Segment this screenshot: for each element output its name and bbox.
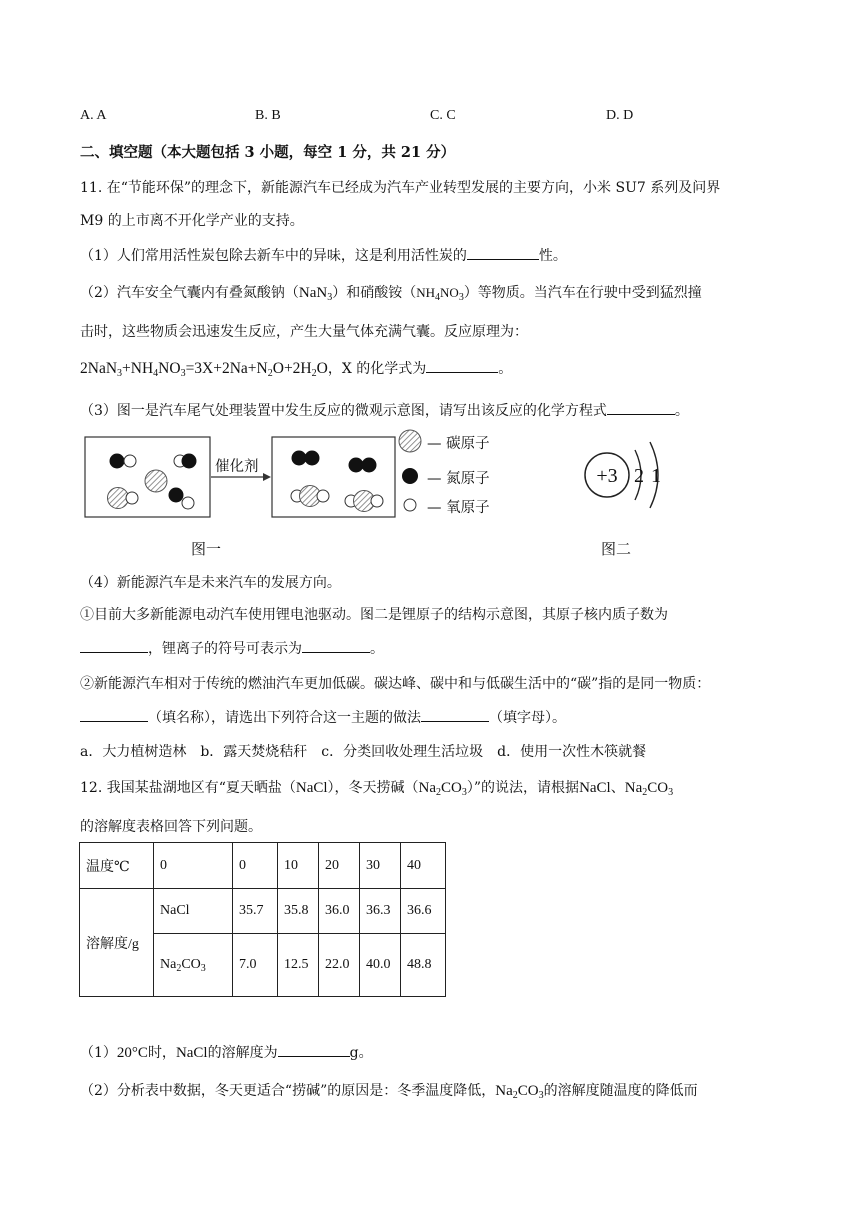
row-name-nacl: NaCl [154, 889, 233, 934]
q11-part4-2-line2 [80, 707, 566, 727]
q11-part4-1-line2 [80, 638, 384, 658]
q11-stem-line1: 11. 在“节能环保”的理念下，新能源汽车已经成为汽车产业转型发展的主要方向，小米 SU7 系列及问界 [80, 180, 721, 196]
legend-oxygen: — 氧原子 [427, 500, 490, 516]
table-cell: 30 [360, 843, 401, 889]
table-cell: 10 [278, 843, 319, 889]
temperature-value: 20°C [116, 1045, 148, 1061]
option-c: C. C [430, 108, 456, 123]
q11-equation-line [80, 358, 512, 378]
q11-part4-2-mid: （填名称），请选出下列符合这一主题的做法 [148, 710, 421, 726]
answer-blank[interactable] [302, 652, 370, 653]
q11-part2-line2: 击时，这些物质会迅速发生反应，产生大量气体充满气囊。反应原理为： [80, 324, 528, 340]
arrow-head [263, 473, 271, 481]
header-solubility-label: 溶解度/g [80, 889, 154, 997]
answer-blank[interactable] [278, 1056, 350, 1057]
table-cell: 36.0 [319, 889, 360, 934]
q12-stem-line1 [80, 777, 673, 797]
q11-part4-2-line1: ②新能源汽车相对于传统的燃油汽车更加低碳。碳达峰、碳中和与低碳生活中的“碳”指的是同一物质： [80, 676, 711, 692]
answer-blank[interactable] [421, 721, 489, 722]
legend-carbon-marker [399, 430, 421, 452]
table-cell: 12.5 [278, 934, 319, 997]
table-cell: 0 [154, 843, 233, 889]
q11-part3-text: （3）图一是汽车尾气处理装置中发生反应的微观示意图，请写出该反应的化学方程式 [80, 403, 607, 419]
q11-part2-text-b: ）和硝酸铵（ [332, 285, 417, 301]
table-cell: 36.3 [360, 889, 401, 934]
oxygen-atom [371, 495, 383, 507]
oxygen-atom [317, 490, 329, 502]
q12-part2-a: （2）分析表中数据，冬天更适合“捞碱”的原因是：冬季温度降低， [80, 1083, 496, 1099]
outer-shell-electrons: 1 [651, 465, 661, 487]
figure-1-caption: 图一 [191, 540, 222, 558]
formula-nacl: NaCl [579, 780, 611, 796]
nitrogen-atom [362, 458, 377, 473]
table-cell: 22.0 [319, 934, 360, 997]
equation-end: 。 [498, 361, 513, 377]
q11-part2-line1 [80, 282, 702, 302]
legend-nitrogen-marker [402, 468, 418, 484]
table-row [80, 889, 446, 934]
legend-oxygen-marker [404, 499, 416, 511]
q11-part1-text: （1）人们常用活性炭包除去新车中的异味，这是利用活性炭的 [80, 248, 467, 264]
equation-question: ，X 的化学式为 [327, 361, 427, 377]
formula-na2co3: $Na_2CO_3$ [624, 780, 674, 798]
formula-na2co3: $Na_2CO_3$ [495, 1083, 544, 1101]
q12-stem-line2: 的溶解度表格回答下列问题。 [80, 819, 262, 835]
option-b: B. B [255, 108, 281, 123]
table-cell: 36.6 [401, 889, 446, 934]
oxygen-atom [124, 455, 136, 467]
nitrogen-atom [110, 454, 125, 469]
q12-part1-end: g。 [349, 1045, 373, 1061]
option-d: D. D [606, 108, 634, 123]
answer-blank[interactable] [426, 372, 498, 373]
q12-stem-c: ）”的说法，请根据 [466, 780, 580, 796]
table-cell: 0 [233, 843, 278, 889]
option-a: A. A [80, 108, 107, 123]
q12-stem-sep: 、 [610, 780, 625, 796]
figure-2-diagram [580, 432, 670, 512]
q11-part4: （4）新能源汽车是未来汽车的发展方向。 [80, 575, 341, 591]
q11-part4-1-line1: ①目前大多新能源电动汽车使用锂电池驱动。图二是锂原子的结构示意图，其原子核内质子数为 [80, 607, 668, 623]
table-cell: 48.8 [401, 934, 446, 997]
section-title: 二、填空题（本大题包括 3 小题，每空 1 分，共 21 分） [80, 144, 456, 161]
oxygen-atom [182, 497, 194, 509]
q11-part4-1-mid: ，锂离子的符号可表示为 [148, 641, 302, 657]
answer-blank[interactable] [80, 721, 148, 722]
q12-part1 [80, 1042, 373, 1062]
q12-part1-c: 的溶解度为 [207, 1045, 278, 1061]
q11-part3 [80, 400, 689, 420]
table-row [80, 843, 446, 889]
nitrogen-atom [349, 458, 364, 473]
q12-part1-num: （1） [80, 1045, 117, 1061]
header-temp-label: 温度℃ [80, 843, 154, 889]
inner-shell-electrons: 2 [634, 465, 644, 487]
q12-part2-b: 的溶解度随温度的降低而 [543, 1083, 698, 1099]
q11-part4-1-end: 。 [370, 641, 384, 657]
q11-part2-text-a: （2）汽车安全气囊内有叠氮酸钠（ [80, 285, 299, 301]
formula-nan3: NaN$_3$ [298, 285, 333, 303]
q11-part2-text-c: ）等物质。当汽车在行驶中受到猛烈撞 [463, 285, 702, 301]
nitrogen-atom [305, 451, 320, 466]
legend-carbon: — 碳原子 [427, 436, 490, 452]
figure-2-caption: 图二 [601, 540, 632, 558]
carbon-atom [108, 488, 129, 509]
q12-part1-b: 时， [147, 1045, 176, 1061]
q12-part2 [80, 1080, 698, 1100]
q11-part4-2-end: （填字母）。 [489, 710, 566, 726]
formula-nh4no3: $NH_4NO_3$ [416, 285, 464, 303]
q12-stem-a: 12. 我国某盐湖地区有“夏天晒盐（ [80, 780, 296, 796]
catalyst-label: 催化剂 [215, 459, 259, 475]
answer-blank[interactable] [467, 259, 539, 260]
q11-stem-line2: M9 的上市离不开化学产业的支持。 [80, 213, 304, 229]
q11-part1 [80, 245, 567, 265]
row-name-na2co3: $Na_2CO_3$ [154, 934, 233, 997]
q12-stem-b: ），冬天捞碱（ [327, 780, 419, 796]
table-cell: 35.8 [278, 889, 319, 934]
nitrogen-atom [169, 488, 184, 503]
answer-blank[interactable] [80, 652, 148, 653]
nitrogen-atom [182, 454, 197, 469]
carbon-atom [145, 470, 167, 492]
answer-blank[interactable] [607, 414, 675, 415]
table-cell: 40 [401, 843, 446, 889]
table-cell: 20 [319, 843, 360, 889]
formula-nacl: NaCl [175, 1045, 208, 1061]
q11-choices: a．大力植树造林 b．露天焚烧秸秆 c．分类回收处理生活垃圾 d．使用一次性木筷就餐 [80, 744, 647, 760]
nucleus-charge: +3 [596, 465, 618, 487]
nitrogen-atom [292, 451, 307, 466]
formula-nacl: NaCl [295, 780, 328, 796]
oxygen-atom [126, 492, 138, 504]
q11-part3-end: 。 [674, 403, 689, 419]
table-cell: 40.0 [360, 934, 401, 997]
reaction-equation: $2NaN_3+NH_4NO_3=3X+2Na+N_2O+2H_2O$ [80, 360, 328, 379]
solubility-table [79, 842, 446, 997]
legend-nitrogen: — 氮原子 [427, 471, 490, 487]
table-cell: 35.7 [233, 889, 278, 934]
table-cell: 7.0 [233, 934, 278, 997]
formula-na2co3: $Na_2CO_3$ [418, 780, 467, 798]
q11-part1-end: 性。 [538, 248, 567, 264]
